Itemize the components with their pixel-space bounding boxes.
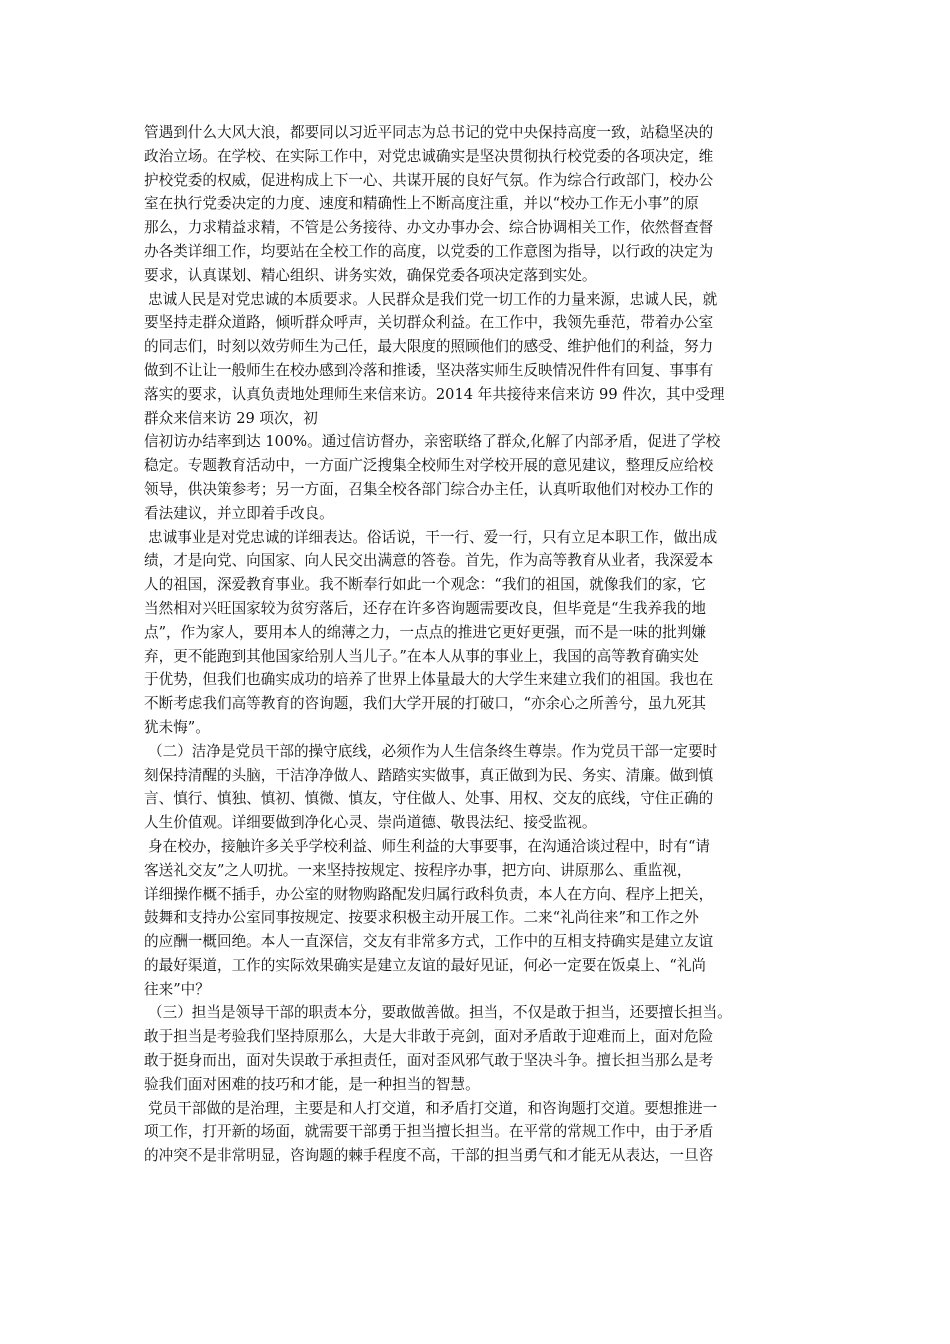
text-line: 不断考虑我们高等教育的咨询题，我们大学开展的打破口，“亦余心之所善兮，虽九死其 <box>144 695 707 713</box>
text-line: 做到不让让一般师生在校办感到冷落和推诿，坚决落实师生反映情况件件有回复、事事有 <box>144 361 714 379</box>
text-line: 领导，供决策参考；另一方面，召集全校各部门综合办主任，认真听取他们对校办工作的 <box>144 480 714 498</box>
text-line: 当然相对兴旺国家较为贫穷落后，还存在许多咨询题需要改良，但毕竟是“生我养我的地 <box>144 599 707 617</box>
text-line: 管遇到什么大风大浪，都要同以习近平同志为总书记的党中央保持高度一致，站稳坚决的 <box>144 124 714 141</box>
text-line: 言、慎行、慎独、慎初、慎微、慎友，守住做人、处事、用权、交友的底线，守住正确的 <box>144 790 714 808</box>
text-line: 敢于挺身而出，面对失误敢于承担责任，面对歪风邪气敢于坚决斗争。擅长担当那么是考 <box>144 1052 714 1070</box>
text-line: 办各类详细工作，均要站在全校工作的高度，以党委的工作意图为指导，以行政的决定为 <box>144 242 714 260</box>
text-line: 往来”中？ <box>144 980 210 998</box>
text-line: 的应酬一概回绝。本人一直深信，交友有非常多方式，工作中的互相支持确实是建立友谊 <box>144 933 714 951</box>
text-line: 人生价值观。详细要做到净化心灵、崇尚道德、敬畏法纪、接受监视。 <box>144 814 597 832</box>
text-line: （三）担当是领导干部的职责本分，要敢做善做。担当，不仅是敢于担当，还要擅长担当。 <box>148 1004 732 1022</box>
text-line: 要求，认真谋划、精心组织、讲务实效，确保党委各项决定落到实处。 <box>144 266 597 284</box>
text-line: 鼓舞和支持办公室同事按规定、按要求积极主动开展工作。二来“礼尚往来”和工作之外 <box>144 909 699 927</box>
text-line: 于优势，但我们也确实成功的培养了世界上体量最大的大学生来建立我们的祖国。我也在 <box>144 671 714 689</box>
text-line: 客送礼交友”之人叨扰。一来坚持按规定、按程序办事，把方向、讲原那么、重监视， <box>144 861 692 879</box>
text-line: 护校党委的权威，促进构成上下一心、共谋开展的良好气氛。作为综合行政部门，校办公 <box>144 171 714 189</box>
text-line: （二）洁净是党员干部的操守底线，必须作为人生信条终生尊崇。作为党员干部一定要时 <box>148 742 718 760</box>
text-line: 的同志们，时刻以效劳师生为己任，最大限度的照顾他们的感受、维护他们的利益，努力 <box>144 338 714 356</box>
text-line: 敢于担当是考验我们坚持原那么，大是大非敢于亮剑，面对矛盾敢于迎难而上，面对危险 <box>144 1028 714 1046</box>
text-line: 信初访办结率到达 100%。通过信访督办，亲密联络了群众,化解了内部矛盾，促进了学校 <box>144 433 721 451</box>
text-line: 点”，作为家人，要用本人的绵薄之力，一点点的推进它更好更强，而不是一味的批判嫌 <box>144 623 707 641</box>
text-line: 验我们面对困难的技巧和才能，是一种担当的智慧。 <box>144 1075 480 1093</box>
text-line: 刻保持清醒的头脑，干洁净净做人、踏踏实实做事，真正做到为民、务实、清廉。做到慎 <box>144 766 714 784</box>
text-line: 弃，更不能跑到其他国家给别人当儿子。”在本人从事的事业上，我国的高等教育确实处 <box>144 647 699 665</box>
text-line: 群众来信来访 29 项次，初 <box>144 409 318 427</box>
text-line: 人的祖国，深爱教育事业。我不断奉行如此一个观念：“我们的祖国，就像我们的家，它 <box>144 576 707 594</box>
text-line: 要坚持走群众道路，倾听群众呼声，关切群众利益。在工作中，我领先垂范，带着办公室 <box>144 314 714 332</box>
text-line: 忠诚事业是对党忠诚的详细表达。俗话说，干一行、爱一行，只有立足本职工作，做出成 <box>148 528 718 546</box>
text-line: 党员干部做的是治理，主要是和人打交道，和矛盾打交道，和咨询题打交道。要想推进一 <box>148 1099 718 1117</box>
text-line: 政治立场。在学校、在实际工作中，对党忠诚确实是坚决贯彻执行校党委的各项决定，维 <box>144 147 714 165</box>
document-body <box>144 121 828 1168</box>
text-line: 身在校办，接触许多关乎学校利益、师生利益的大事要事，在沟通洽谈过程中，时有“请 <box>148 837 711 855</box>
text-line: 室在执行党委决定的力度、速度和精确性上不断高度注重，并以“校办工作无小事”的原 <box>144 195 699 213</box>
text-line: 项工作，打开新的场面，就需要干部勇于担当擅长担当。在平常的常规工作中，由于矛盾 <box>144 1123 714 1141</box>
text-line: 看法建议，并立即着手改良。 <box>144 504 334 522</box>
text-line: 忠诚人民是对党忠诚的本质要求。人民群众是我们党一切工作的力量来源，忠诚人民，就 <box>148 290 718 308</box>
text-line: 的冲突不是非常明显，咨询题的棘手程度不高，干部的担当勇气和才能无从表达，一旦咨 <box>144 1147 714 1165</box>
text-line: 那么，力求精益求精，不管是公务接待、办文办事办会、综合协调相关工作，依然督查督 <box>144 219 714 237</box>
text-line: 详细操作概不插手，办公室的财物购路配发归属行政科负责，本人在方向、程序上把关， <box>144 885 714 903</box>
text-line: 的最好渠道，工作的实际效果确实是建立友谊的最好见证，何必一定要在饭桌上、“礼尚 <box>144 956 707 974</box>
text-line: 绩，才是向党、向国家、向人民交出满意的答卷。首先，作为高等教育从业者，我深爱本 <box>144 552 714 570</box>
text-line: 稳定。专题教育活动中，一方面广泛搜集全校师生对学校开展的意见建议，整理反应给校 <box>144 457 714 475</box>
text-line: 犹未悔”。 <box>144 718 210 736</box>
text-line: 落实的要求，认真负责地处理师生来信来访。2014 年共接待来信来访 99 件次，其中受理 <box>144 385 725 403</box>
